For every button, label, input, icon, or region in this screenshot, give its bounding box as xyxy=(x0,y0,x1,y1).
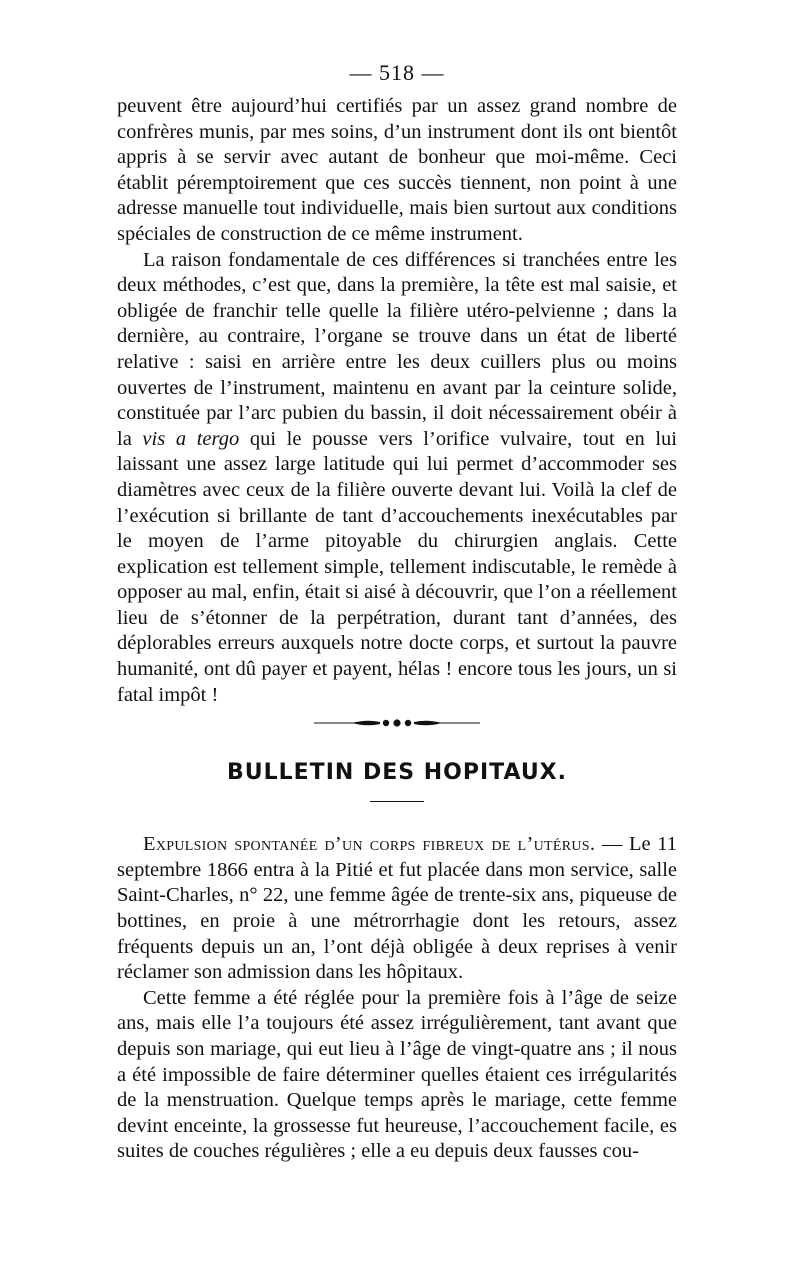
section-title: BULLETIN DES HOPITAUX. xyxy=(226,760,567,786)
article-heading: Expulsion spontanée d’un corps fibreux de l’utérus. xyxy=(143,833,596,856)
book-page xyxy=(117,56,677,1165)
paragraph-instrument-results: peuvent être aujourd’hui certifiés par un assez grand nombre de confrères munis, par mes soins, d’un instrument dont ils ont bientôt appris à se servir avec autant de bonheur que moi-même. Ceci établit péremptoirement que ces succès tiennent, non point à une adresse manuelle tout individuelle, mais bien surtout aux conditions spéciales de construction de ce même instrument. xyxy=(117,95,677,245)
paragraph-menstrual-history: Cette femme a été réglée pour la première fois à l’âge de seize ans, mais elle l’a toujours été assez irrégulièrement, tant avant que depuis son mariage, qui eut lieu à l’âge de vingt-quatre ans ; il nous a été impossible de faire déterminer quelles étaient ces irrégularités de la menstruation. Quelque temps après le mariage, cette femme devint enceinte, la grossesse fut heureuse, l’accouchement facile, es suites de couches régulières ; elle a eu depuis deux fausses cou- xyxy=(117,986,677,1163)
ornamental-rule-icon xyxy=(312,716,482,730)
section-divider xyxy=(370,801,424,802)
latin-phrase: vis a tergo xyxy=(142,427,240,450)
page-number: — 518 — xyxy=(349,60,445,85)
paragraph-fundamental-reason-end: qui le pousse vers l’orifice vulvaire, tout en lui laissant une assez large latitude qui lui permet d’accommoder ses diamètres avec ceux de la filière ouverte devant lui. Voilà la clef de l’exécution si brillante de tant d’accouchements inexécutables par le moyen de l’arme pitoyable du chirurgien anglais. Cette explication est tellement simple, tellement indiscutable, le remède à opposer au mal, enfin, était si aisé à découvrir, que l’on a réellement lieu de s’étonner de la perpétration, durant tant d’années, des déplorables erreurs auxquels notre docte corps, et surtout la pauvre humanité, ont dû payer et payent, hélas ! encore tous les jours, un si fatal impôt ! xyxy=(117,427,677,706)
paragraph-fundamental-reason xyxy=(117,248,677,709)
paragraph-fundamental-reason-start: La raison fondamentale de ces différences si tranchées entre les deux méthodes, c’est que, dans la première, la tête est mal saisie, et obligée de franchir telle quelle la filière utéro-pelvienne ; dans la dernière, au contraire, l’organe se trouve dans un état de liberté relative : saisi en arrière entre les deux cuillers plus ou moins ouvertes de l’instrument, maintenu en avant par la ceinture solide, constituée par l’arc pubien du bassin, il doit nécessairement obéir à la xyxy=(117,248,677,450)
paragraph-case-admission-body: — Le 11 septembre 1866 entra à la Pitié et fut placée dans mon service, salle Saint-Charles, n° 22, une femme âgée de trente-six ans, piqueuse de bottines, en proie à une métrorrhagie dont les retours, assez fréquents depuis un an, l’ont déjà obligée à deux reprises à venir réclamer son admission dans les hôpitaux. xyxy=(117,833,677,984)
paragraph-case-admission xyxy=(117,832,677,986)
